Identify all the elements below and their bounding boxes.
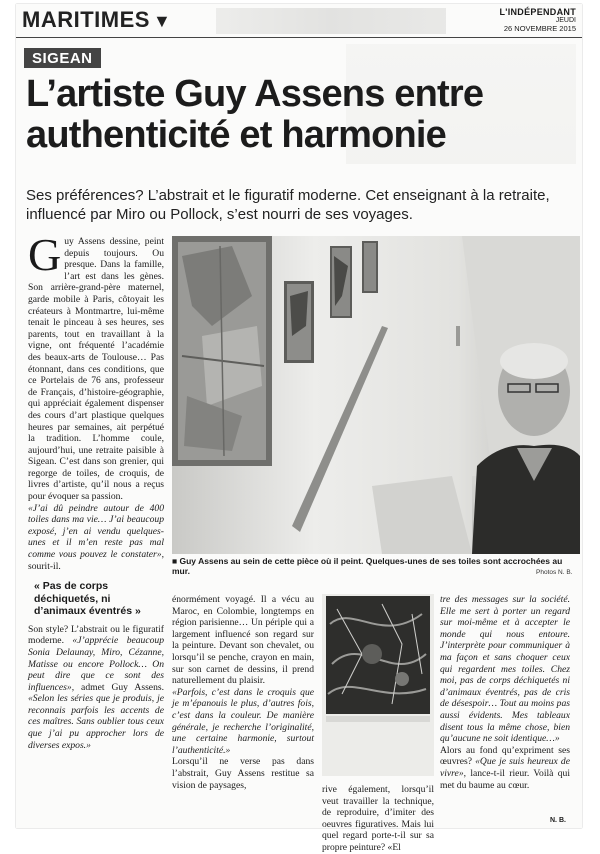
quote-text: «J’ai dû peindre autour de 400 toiles dans ma vie… J’ai beaucoup exposé, j’en ai vendu quelques-unes et il m’en reste pas mal comme vous pouvez le constater», <box>28 502 164 561</box>
headline-line: authenticité et harmonie <box>26 114 446 156</box>
quote-text: «J’apprécie beaucoup Sonia Delaunay, Miro, Cézanne, Matisse ou encore Pollock… On peut dire que ce sont des influences», <box>28 635 164 693</box>
paragraph <box>28 503 164 573</box>
article-column-3 <box>322 784 434 853</box>
quote-text: «Que je suis heureux de vivre», <box>440 756 570 779</box>
painting-photo <box>322 594 434 776</box>
article-column-2 <box>172 594 314 826</box>
subheading: « Pas de corps déchiquetés, ni d’animaux éventrés » <box>34 580 141 618</box>
quote-paragraph: «Parfois, c’est dans le croquis que je m’épanouis le plus, d’autres fois, c’est dans la couleur. De manière générale, je recherche l’originalité, une certaine harmonie, surtout l’authenticité.» <box>172 686 314 756</box>
caption-text: Guy Assens au sein de cette pièce où il peint. Quelques-unes de ses toiles sont accrochées au mur. <box>172 556 563 576</box>
page-header <box>16 4 582 38</box>
section-label: MARITIMES <box>22 7 150 32</box>
headline <box>26 74 574 156</box>
quote-text: «Selon les séries que je produis, je reconnais parfois les accents de ces maîtres. Sans oublier tous ceux que j’ai pu approcher lors de diverses expos.» <box>28 693 164 751</box>
newspaper-page <box>16 4 582 853</box>
paragraph-text: Alors au fond qu’expriment ses œuvres? <box>440 744 570 768</box>
paper-date: 26 NOVEMBRE 2015 <box>503 24 576 33</box>
lede: Ses préférences? L’abstrait et le figuratif moderne. Cet enseignant à la retraite, influencé par Miro ou Pollock, s’est nourri de ses voyages. <box>26 187 550 223</box>
artist-studio-photo <box>172 236 580 554</box>
main-photo <box>172 236 580 554</box>
photo-caption: ■ Guy Assens au sein de cette pièce où il peint. Quelques-unes de ses toiles sont accrochées au mur. <box>172 556 563 576</box>
paragraph <box>28 624 164 752</box>
paragraph: Lorsqu’il ne verse pas dans l’abstrait, Guy Assens restitue sa vision de paysages, <box>172 756 314 791</box>
paragraph-text: sourit-il. <box>28 560 61 572</box>
article-column-1 <box>28 229 164 826</box>
photo-credit: Photos N. B. <box>536 569 573 576</box>
paragraph: rive également, lorsqu’il veut travailler la technique, de reproduire, d’imiter des oeuvres figuratives. Mais lui quel regard porte-t-il sur sa propre peinture? «El <box>322 784 434 853</box>
paragraph <box>28 229 164 503</box>
abstract-painting-image <box>322 594 434 776</box>
author-signature: N. B. <box>550 817 566 824</box>
paragraph <box>440 745 570 791</box>
section-name <box>22 7 171 33</box>
show-through-area <box>216 8 446 34</box>
section-arrow-icon: ▼ <box>152 11 172 31</box>
paragraph-text: Son style? L’abstrait ou le figuratif moderne. <box>28 623 164 647</box>
headline-line: L’artiste Guy Assens entre <box>26 73 484 115</box>
dropcap: G <box>28 229 62 280</box>
paper-name: L'INDÉPENDANT <box>499 7 576 17</box>
paragraph-text: lance-t-il rieur. Voilà qui met du baume au cœur. <box>440 767 570 791</box>
paper-day: JEUDI <box>555 17 576 24</box>
town-tag: SIGEAN <box>24 48 101 68</box>
paragraph: énormément voyagé. Il a vécu au Maroc, en Colombie, longtemps en région parisienne… Un périple qui a largement influencé son regard sur la peinture. Devant son chevalet, ou lorsqu’il se penche, crayon en main, sur son carnet de dessins, il prend naturellement du plaisir. <box>172 594 314 687</box>
paragraph-text: admet Guy Assens. <box>74 681 164 693</box>
paper-info <box>499 7 576 33</box>
paragraph-text: uy Assens dessine, peint depuis toujours. Ou presque. Dans la famille, l’art est dans les gènes. Son arrière-grand-père maternel, garde mobile à Paris, côtoyait les créateurs à Montmartre, lui-même tenait le pinceau à ses heures, ses parents, tout en travaillant à la vigne, ont fréquenté l’académie des beaux-arts de Toulouse… Pas étonnant, dans ces conditions, que ce Portelais de 76 ans, professeur de Français, d’histoire-géographie, qui appréciait également dispenser des cours d’art plastique quelques heures par semaines, ait perpétué la tradition. L’homme coule, aujourd’hui, une retraite paisible à Sigean. C’est dans son grenier, qui regorge de toiles, de croquis, de livres d’artiste, qu’il nous a reçus pour évoquer sa passion. <box>28 236 164 503</box>
article-column-4 <box>440 594 570 826</box>
quote-paragraph: tre des messages sur la société. Elle me sert à porter un regard sur moi-même et à accepter le monde qui nous entoure. J’interprète pour communiquer à ma façon et sans choquer ceux qui regardent mes toiles. Chez moi, pas de corps déchiquetés ni d’animaux éventrés, pas de cris de désespoir… Tout au moins pas aussi évidents. Mes tableaux disent tous la même chose, bien qu’aucune ne soit identique…» <box>440 594 570 745</box>
